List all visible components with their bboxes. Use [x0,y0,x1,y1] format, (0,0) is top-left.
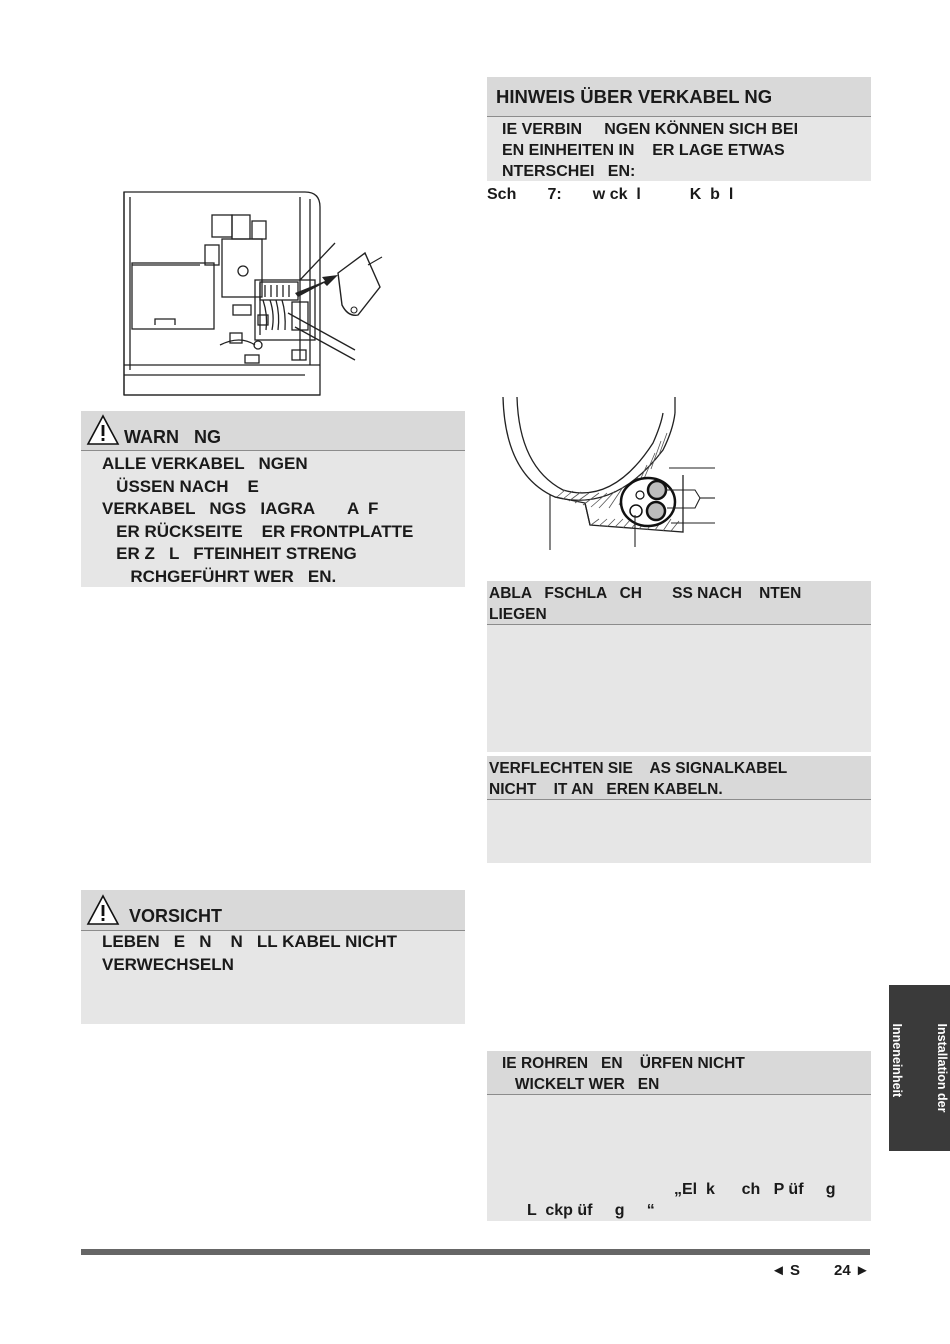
warning-body [81,451,465,588]
caution-box [81,890,465,1024]
wiring-note-title: HINWEIS ÜBER VERKABEL NG [487,77,871,117]
warning-title: WARN NG [124,427,221,447]
pipes-note-line: IE ROHREN EN ÜRFEN NICHT [502,1055,745,1072]
pipes-note-box [487,1051,871,1221]
warning-line: RCHGEFÜHRT WER EN. [102,566,337,586]
caution-title: VORSICHT [129,906,223,926]
caution-triangle-icon [86,894,120,926]
warning-triangle-icon [86,414,120,446]
warning-line: VERKABEL NGS IAGRA A F [102,499,379,518]
step-caption: Sch 7: w ck l K b l [487,186,734,203]
warning-line: ER Z L FTEINHEIT STRENG [102,544,357,563]
chapter-side-tab [889,985,950,1151]
pipes-note-body-line: L ckp üf g “ [527,1202,655,1219]
warning-header [81,411,465,451]
signal-note-line: NICHT IT AN EREN KABELN. [489,781,723,798]
drain-note-header [487,581,871,625]
signal-note-header [487,756,871,800]
wiring-note-box [487,77,871,181]
pipes-note-header [487,1051,871,1095]
pipes-note-body-line: „El k ch P üf g [674,1181,836,1198]
chapter-side-tab-label: Installation der Inneneinheit [890,1023,949,1113]
wiring-note-line: NTERSCHEI EN: [502,163,636,180]
warning-line: ER RÜCKSEITE ER FRONTPLATTE [102,521,414,541]
wiring-note-line: IE VERBIN NGEN KÖNNEN SICH BEI [502,121,799,138]
warning-line: ALLE VERKABEL NGEN [102,454,308,473]
drain-note-line: LIEGEN [489,606,547,623]
pipe-hole-illustration [495,395,720,555]
warning-line: ÜSSEN NACH E [102,476,259,496]
drain-note-line: ABLA FSCHLA CH SS NACH NTEN [489,585,802,602]
wiring-note-line: EN EINHEITEN IN ER LAGE ETWAS [502,142,785,159]
footer-page-number: 24 ► [834,1262,870,1279]
pipes-note-line: WICKELT WER EN [502,1076,660,1093]
warning-box [81,411,465,587]
drain-note-box [487,581,871,752]
signal-note-box [487,756,871,863]
caution-line: LEBEN E N N LL KABEL NICHT [102,932,398,951]
caution-header [81,890,465,931]
caution-line: VERWECHSELN [102,954,234,974]
signal-note-line: VERFLECHTEN SIE AS SIGNALKABEL [489,760,788,777]
footer-language: ◄ S [771,1262,801,1279]
footer-rule [81,1249,870,1255]
indoor-unit-wiring-illustration [110,185,390,405]
wiring-note-body [487,117,871,182]
caution-body [81,931,465,976]
